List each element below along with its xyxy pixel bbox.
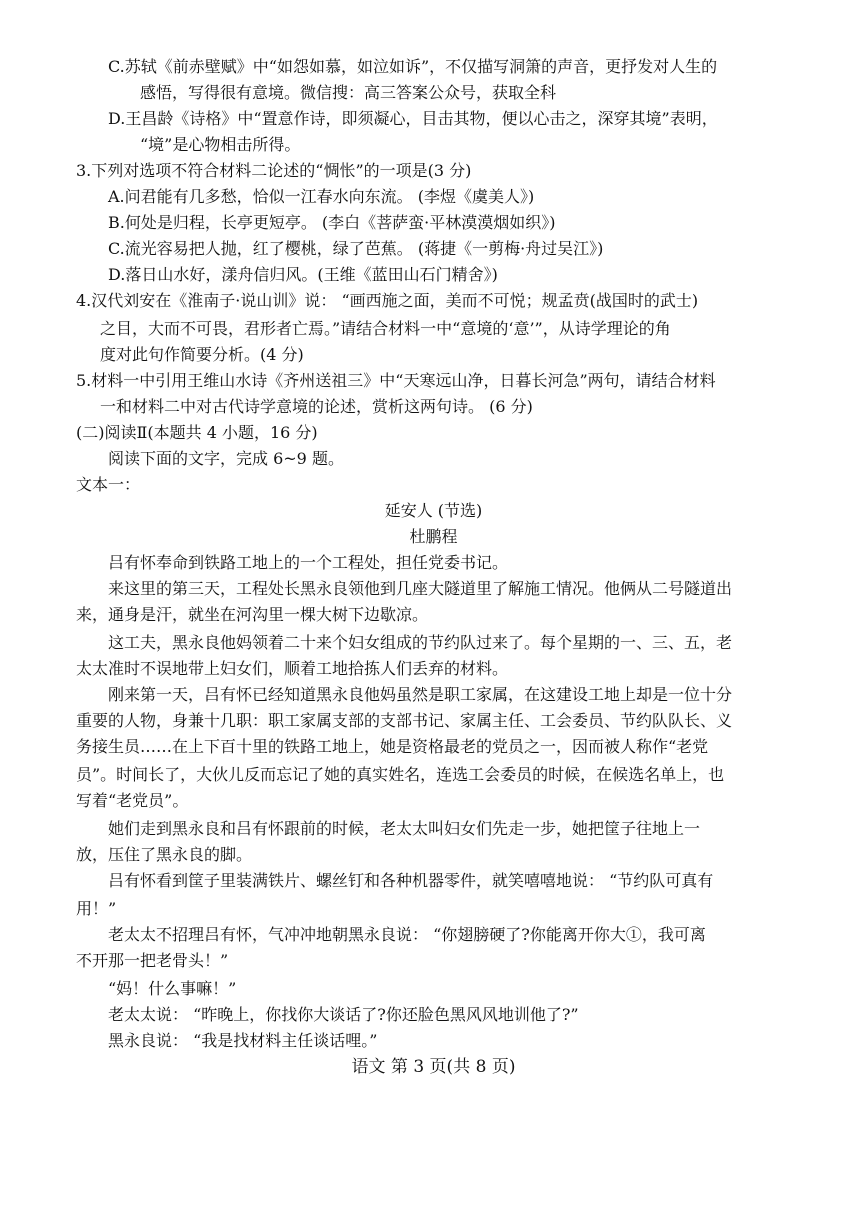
- story-line: 吕有怀看到筐子里装满铁片、螺丝钉和各种机器零件，就笑嘻嘻地说： “节约队可真有: [108, 871, 714, 890]
- option-c-line2: 感悟，写得很有意境。微信搜：高三答案公众号，获取全科: [140, 83, 557, 102]
- option-c-line1: C.苏轼《前赤壁赋》中“如怨如慕，如泣如诉”，不仅描写洞箫的声音，更抒发对人生的: [108, 57, 718, 76]
- option-d-line2: “境”是心物相击所得。: [140, 135, 301, 154]
- section-instruction: 阅读下面的文字，完成 6~9 题。: [108, 449, 344, 468]
- option-d-line1: D.王昌龄《诗格》中“置意作诗，即须凝心，目击其物，便以心击之，深穿其境”表明，: [108, 109, 718, 128]
- q3-option-c: C.流光容易把人抛，红了樱桃，绿了芭蕉。 (蒋捷《一剪梅·舟过吴江》): [108, 239, 604, 258]
- story-line: 太太准时不误地带上妇女们，顺着工地拾拣人们丢弃的材料。: [76, 659, 509, 678]
- story-author: 杜鹏程: [409, 527, 458, 546]
- story-line: 务接生员……在上下百十里的铁路工地上，她是资格最老的党员之一，因而被人称作“老党: [76, 737, 709, 756]
- story-line: 她们走到黑永良和吕有怀跟前的时候，老太太叫妇女们先走一步，她把筐子往地上一: [108, 819, 701, 838]
- story-line: 来，通身是汗，就坐在河沟里一棵大树下边歇凉。: [76, 605, 429, 624]
- story-line: 写着“老党员”。: [76, 791, 189, 810]
- story-line: 老太太说： “昨晚上，你找你大谈话了?你还脸色黑风风地训他了?”: [108, 1005, 579, 1024]
- story-line: 刚来第一天，吕有怀已经知道黑永良他妈虽然是职工家属，在这建设工地上却是一位十分: [108, 685, 733, 704]
- q4-line1: 4.汉代刘安在《淮南子·说山训》说： “画西施之面，美而不可悦；规孟贲(战国时的武士): [76, 291, 699, 310]
- section-heading: (二)阅读Ⅱ(本题共 4 小题，16 分): [76, 423, 318, 442]
- story-line: 老太太不招理吕有怀，气冲冲地朝黑永良说： “你翅膀硬了?你能离开你大①，我可离: [108, 925, 706, 944]
- story-line: 不开那一把老骨头！”: [76, 951, 229, 970]
- story-line: 员”。时间长了，大伙儿反而忘记了她的真实姓名，连选工会委员的时候，在候选名单上，也: [76, 765, 725, 784]
- story-line: 吕有怀奉命到铁路工地上的一个工程处，担任党委书记。: [108, 553, 509, 572]
- q3-option-d: D.落日山水好，漾舟信归风。(王维《蓝田山石门精舍》): [108, 265, 498, 284]
- story-line: 来这里的第三天，工程处长黑永良领他到几座大隧道里了解施工情况。他俩从二号隧道出: [108, 579, 733, 598]
- q5-line2: 一和材料二中对古代诗学意境的论述，赏析这两句诗。 (6 分): [100, 397, 533, 416]
- story-line: 重要的人物，身兼十几职：职工家属支部的支部书记、家属主任、工会委员、节约队队长、义: [76, 711, 733, 730]
- q5-line1: 5.材料一中引用王维山水诗《齐州送祖三》中“天寒远山净，日暮长河急”两句，请结合材料: [76, 371, 716, 390]
- q4-line2: 之目，大而不可畏，君形者亡焉。”请结合材料一中“意境的‘意’”，从诗学理论的角: [100, 319, 671, 338]
- q3-option-b: B.何处是归程，长亭更短亭。 (李白《菩萨蛮·平林漠漠烟如织》): [108, 213, 556, 232]
- story-line: 用！”: [76, 899, 117, 918]
- story-line: “妈！什么事嘛！”: [108, 979, 237, 998]
- story-line: 这工夫，黑永良他妈领着二十来个妇女组成的节约队过来了。每个星期的一、三、五，老: [108, 633, 733, 652]
- q3-stem: 3.下列对选项不符合材料二论述的“惆怅”的一项是(3 分): [76, 161, 472, 180]
- q4-line3: 度对此句作简要分析。(4 分): [100, 345, 304, 364]
- story-line: 黑永良说： “我是找材料主任谈话哩。”: [108, 1031, 378, 1050]
- story-title: 延安人 (节选): [384, 501, 483, 520]
- story-line: 放，压住了黑永良的脚。: [76, 845, 253, 864]
- page-footer: 语文 第 3 页(共 8 页): [351, 1057, 516, 1077]
- text-label: 文本一：: [76, 475, 141, 494]
- q3-option-a: A.问君能有几多愁，恰似一江春水向东流。 (李煜《虞美人》): [108, 187, 535, 206]
